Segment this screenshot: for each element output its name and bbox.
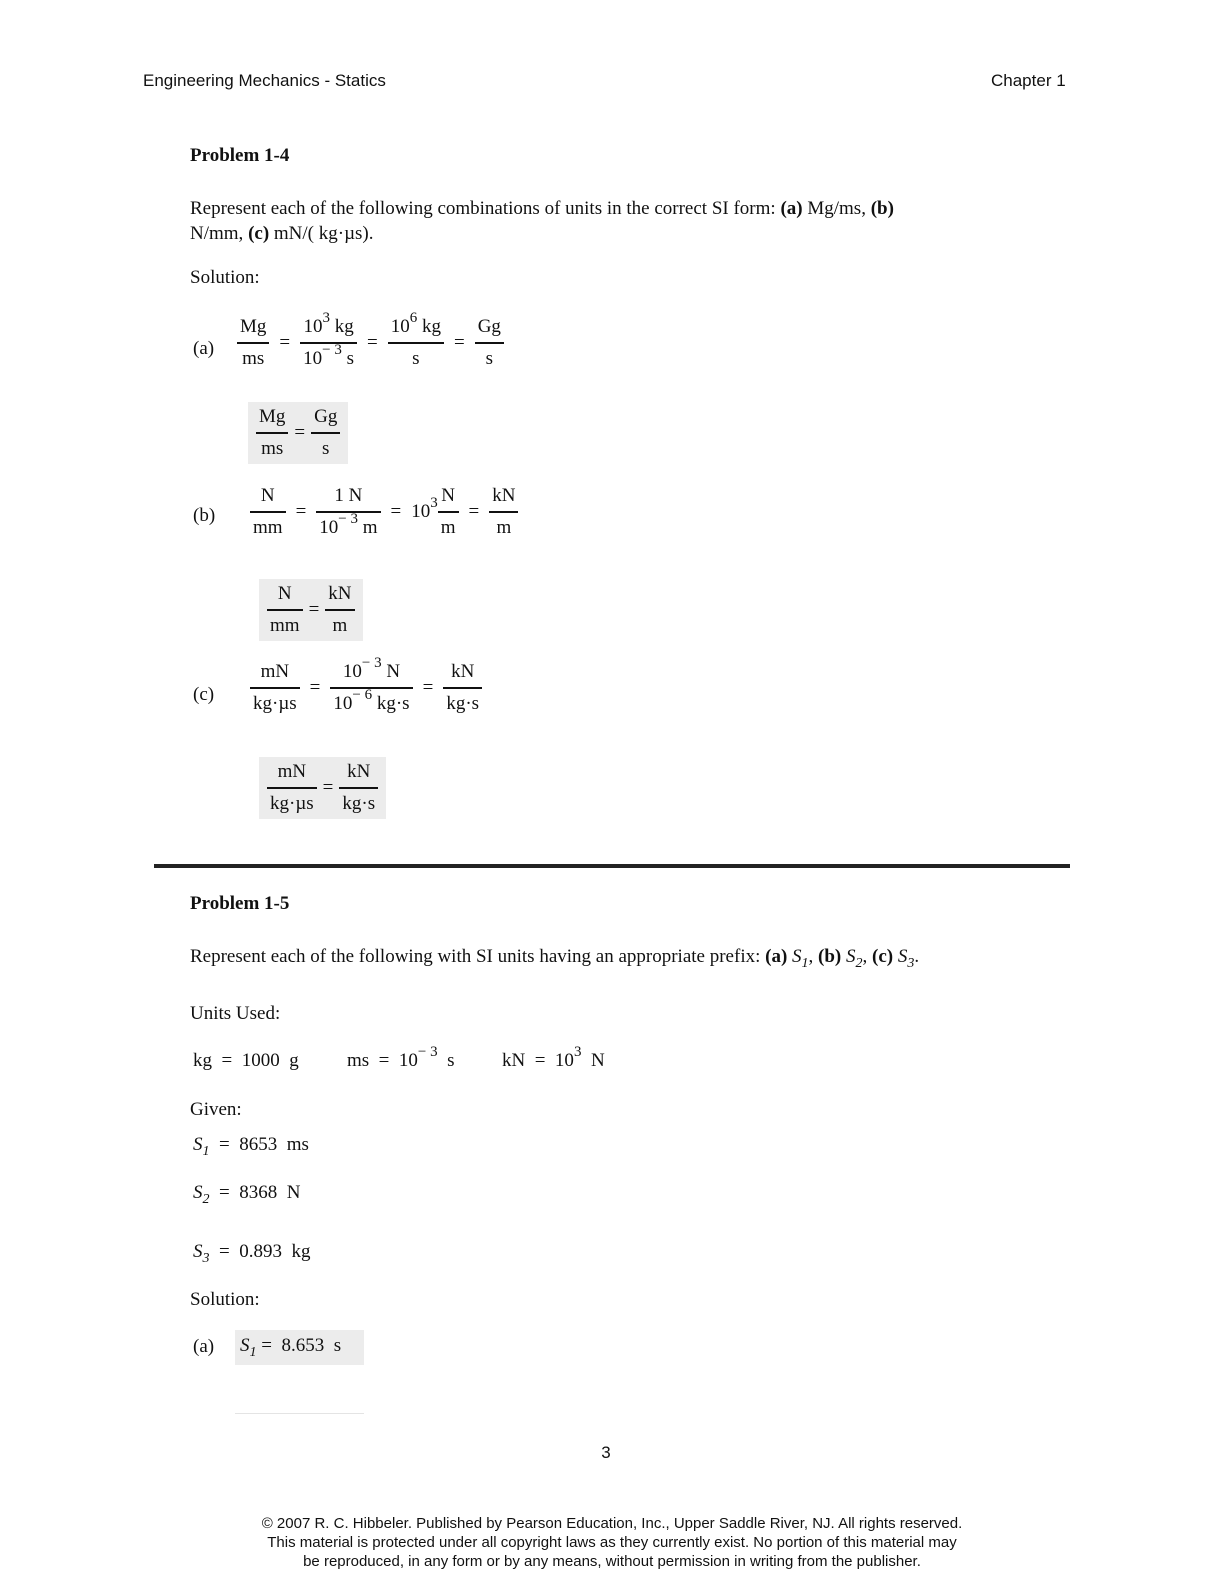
part-b-equation: $\frac{N}{mm}$ = $\frac{1 N}{10^{- 3} m}$ = $10^3$ $\frac{N}{m}$ = $\frac{kN}{m}$ [250, 485, 518, 539]
part-a-equation: $\frac{Mg}{ms}$ = $\frac{10^3 kg}{10^{- 3} s}$ = $\frac{10^6 kg}{s}$ = $\frac{Gg}{s}$ [237, 316, 504, 370]
running-header-title: Engineering Mechanics - Statics [143, 71, 386, 90]
faint-rule [235, 1413, 364, 1414]
footer-line-3: be reproduced, in any form or by any means, without permission in writing from the publisher. [303, 1553, 921, 1570]
copyright-footer [0, 1514, 1224, 1571]
problem-1-4-title: Problem 1-4 [190, 145, 290, 166]
part-a-answer-box: $\frac{Mg}{ms}$ = $\frac{Gg}{s}$ [248, 402, 348, 464]
solution-label-2: Solution: [190, 1289, 260, 1310]
part-c-equation: $\frac{mN}{\text{kg·µs}}$ = $\frac{10^{- 3} N}{10^{- 6} kg\cdot s}$ = $\frac{kN}{kg\cdot s}$ [250, 661, 482, 715]
running-header-chapter: Chapter 1 [991, 71, 1066, 90]
problem-1-5-title: Problem 1-5 [190, 893, 290, 914]
part-c-label: (c) [193, 684, 215, 705]
problem-1-5-statement: Represent each of the following with SI units having an appropriate prefix: (a) $S_1$, (b) $S_2$, (c) $S_3$. [190, 946, 920, 971]
part-b-answer-box: $\frac{N}{mm}$ = $\frac{kN}{m}$ [259, 579, 363, 641]
given-label: Given: [190, 1099, 242, 1120]
section-divider [154, 864, 1070, 868]
unit-kg: kg = 1000 g [193, 1050, 299, 1071]
answer-a-box: $S_1 = 8.653$ s [235, 1330, 364, 1365]
given-s1: $S_1 = 8653$ ms [193, 1134, 309, 1159]
problem-1-4-statement: Represent each of the following combinations of units in the correct SI form: (a) Mg/ms, (b) N/mm, (c) mN/( kg·µs). [190, 198, 894, 244]
footer-line-2: This material is protected under all copyright laws as they currently exist. No portion of this material may [267, 1534, 957, 1551]
unit-kn: kN = $10^3$ N [502, 1044, 605, 1071]
part-c-answer-box: $\frac{mN}{\text{kg·µs}}$ = $\frac{kN}{kg\cdot s}$ [259, 757, 386, 819]
part-b-label: (b) [193, 505, 216, 526]
units-used-label: Units Used: [190, 1003, 281, 1024]
given-s3: $S_3 = 0.893$ kg [193, 1241, 311, 1266]
page-number: 3 [601, 1443, 611, 1462]
unit-ms: ms = $10^{- 3}$ s [347, 1044, 455, 1071]
part-a-label: (a) [193, 338, 215, 359]
given-s2: $S_2 = 8368$ N [193, 1182, 301, 1207]
answer-a-label: (a) [193, 1336, 215, 1357]
footer-line-1: © 2007 R. C. Hibbeler. Published by Pearson Education, Inc., Upper Saddle River, NJ. All rights reserved. [261, 1515, 963, 1532]
solution-label: Solution: [190, 267, 260, 288]
